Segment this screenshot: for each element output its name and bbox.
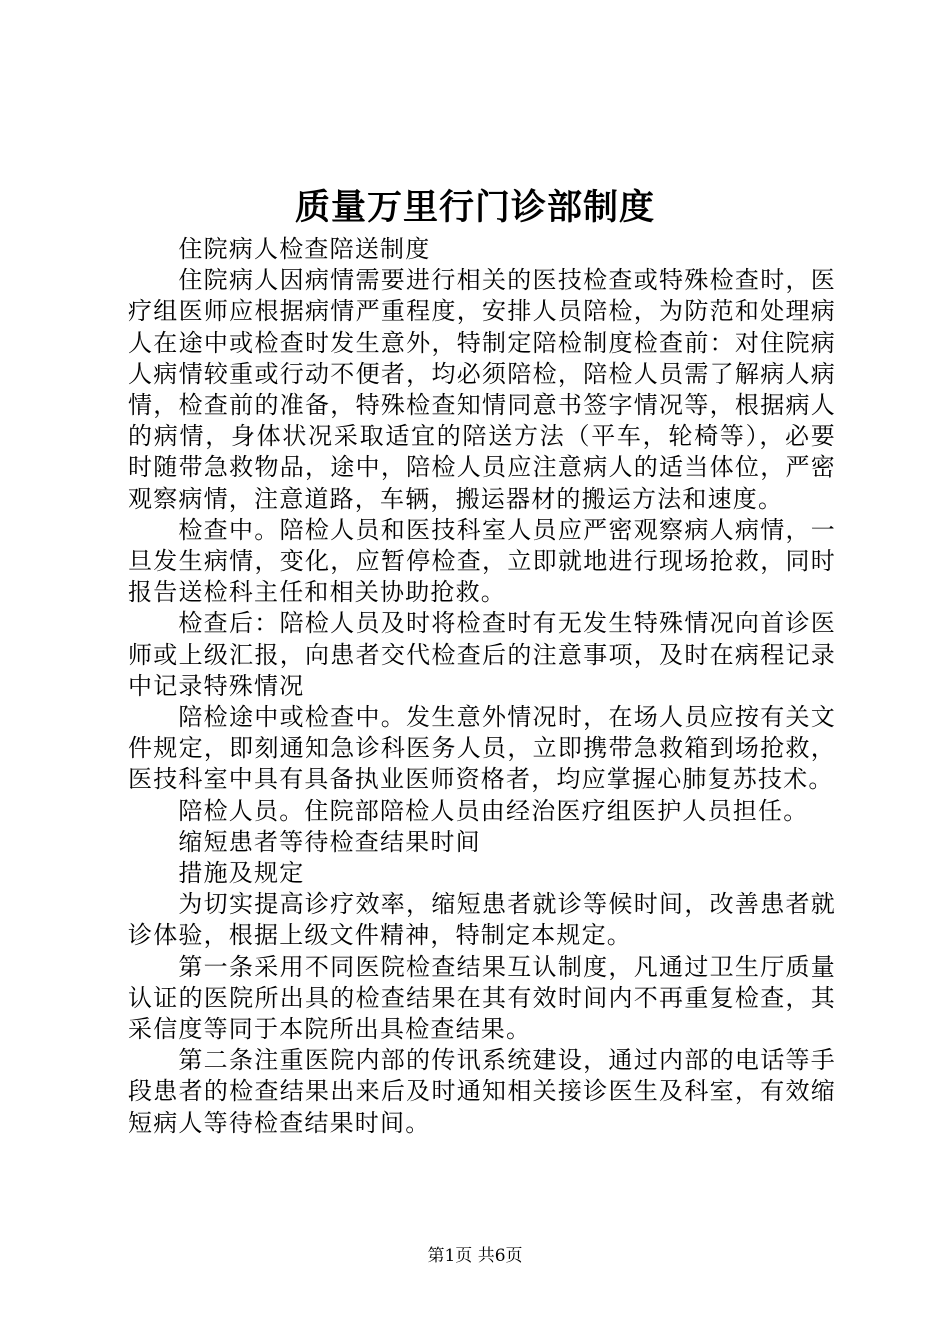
- paragraph: 检查中。陪检人员和医技科室人员应严密观察病人病情，一旦发生病情，变化，应暂停检查，立即就地进行现场抢救，同时报告送检科主任和相关协助抢救。: [128, 515, 836, 607]
- paragraph: 第一条采用不同医院检查结果互认制度，凡通过卫生厅质量认证的医院所出具的检查结果在其有效时间内不再重复检查，其采信度等同于本院所出具检查结果。: [128, 952, 836, 1044]
- paragraph: 措施及规定: [178, 859, 305, 888]
- document-title: 质量万里行门诊部制度: [294, 187, 655, 228]
- paragraph: 为切实提高诊疗效率，缩短患者就诊等候时间，改善患者就诊体验，根据上级文件精神，特制定本规定。: [128, 890, 836, 950]
- paragraph: 住院病人检查陪送制度: [178, 235, 431, 263]
- paragraph: 陪检人员。住院部陪检人员由经治医疗组医护人员担任。: [178, 796, 809, 825]
- paragraph: 缩短患者等待检查结果时间: [178, 827, 481, 856]
- paragraph: 第二条注重医院内部的传讯系统建设，通过内部的电话等手段患者的检查结果出来后及时通知相关接诊医生及科室，有效缩短病人等待检查结果时间。: [128, 1046, 836, 1137]
- paragraph: 住院病人因病情需要进行相关的医技检查或特殊检查时，医疗组医师应根据病情严重程度，安排人员陪检，为防范和处理病人在途中或检查时发生意外，特制定陪检制度检查前：对住院病人病情较重或行动不便者，均必须陪检，陪检人员需了解病人病情，检查前的准备，特殊检查知情同意书签字情况等，根据病人的病情，身体状况采取适宜的陪送方法（平车，轮椅等），必要时随带急救物品，途中，陪检人员应注意病人的适当体位，严密观察病情，注意道路，车辆，搬运器材的搬运方法和速度。: [128, 266, 836, 513]
- page-footer: 第1页 共6页: [427, 1246, 523, 1266]
- paragraph: 检查后：陪检人员及时将检查时有无发生特殊情况向首诊医师或上级汇报，向患者交代检查后的注意事项，及时在病程记录中记录特殊情况: [128, 609, 836, 700]
- document-body: [128, 234, 836, 1139]
- paragraph: 陪检途中或检查中。发生意外情况时，在场人员应按有关文件规定，即刻通知急诊科医务人员，立即携带急救箱到场抢救，医技科室中具有具备执业医师资格者，均应掌握心肺复苏技术。: [128, 703, 836, 794]
